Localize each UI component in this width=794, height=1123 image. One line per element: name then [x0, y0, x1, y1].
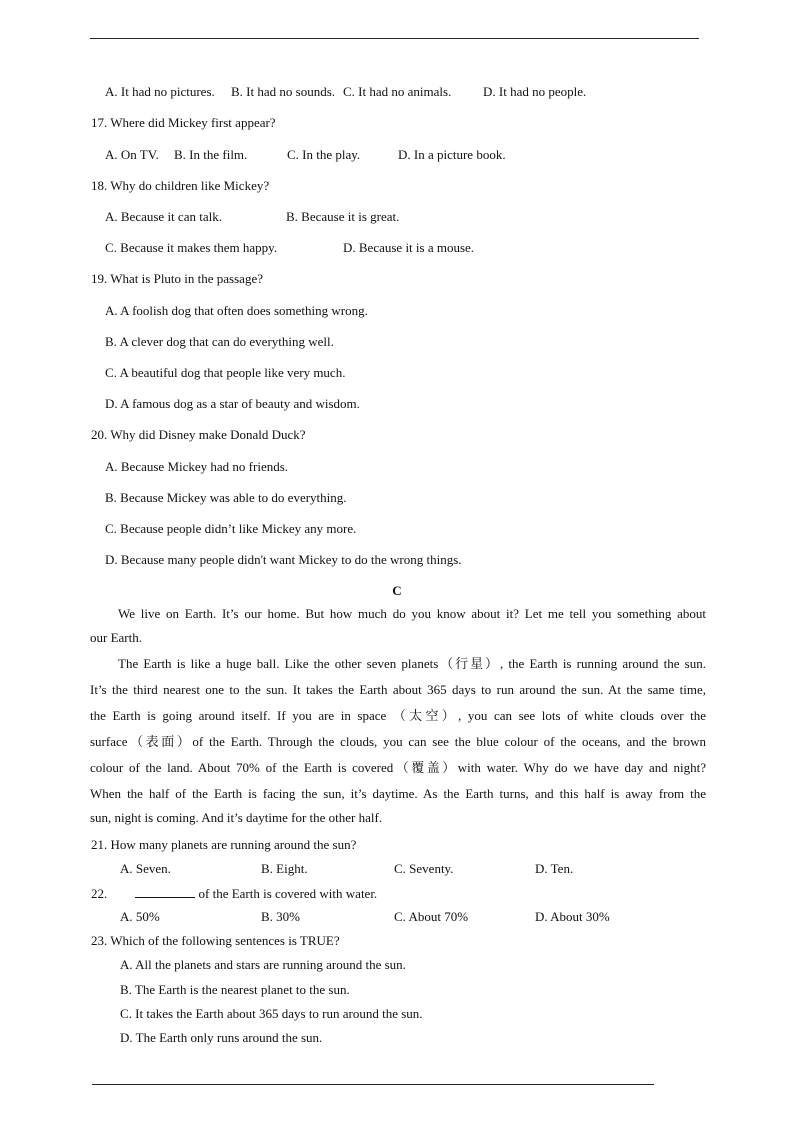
- q19-option-b: B. A clever dog that can do everything well.: [105, 334, 334, 349]
- section-heading: C: [392, 583, 402, 598]
- q22-stem: of the Earth is covered with water.: [198, 886, 378, 901]
- q23-question: 23. Which of the following sentences is TRUE?: [91, 933, 340, 948]
- q18-option-a: A. Because it can talk.: [105, 209, 222, 224]
- q23-option-d: D. The Earth only runs around the sun.: [120, 1030, 323, 1045]
- q16-option-d: D. It had no people.: [483, 84, 587, 99]
- passage-line: colour of the land. About 70% of the Earth is covered（覆盖）with water. Why do we have day and night?: [90, 760, 706, 775]
- q20-option-c: C. Because people didn’t like Mickey any more.: [105, 521, 357, 536]
- q16-option-b: B. It had no sounds.: [231, 84, 335, 99]
- q18-option-b: B. Because it is great.: [286, 209, 400, 224]
- q16-option-c: C. It had no animals.: [343, 84, 452, 99]
- q19-option-c: C. A beautiful dog that people like very much.: [105, 365, 346, 380]
- q23-option-a: A. All the planets and stars are running around the sun.: [120, 957, 406, 972]
- header-rule: [90, 38, 699, 39]
- q17-option-d: D. In a picture book.: [398, 147, 506, 162]
- q20-option-b: B. Because Mickey was able to do everything.: [105, 490, 347, 505]
- q17-option-c: C. In the play.: [287, 147, 361, 162]
- q22-answer-blank[interactable]: [135, 885, 195, 898]
- q22-option-c: C. About 70%: [394, 909, 469, 924]
- q18-option-d: D. Because it is a mouse.: [343, 240, 475, 255]
- q22-option-b: B. 30%: [261, 909, 300, 924]
- q22-number: 22.: [91, 886, 108, 901]
- q21-option-a: A. Seven.: [120, 861, 171, 876]
- q21-option-b: B. Eight.: [261, 861, 308, 876]
- q22-question: [91, 885, 377, 902]
- q17-option-a: A. On TV.: [105, 147, 159, 162]
- passage-line: It’s the third nearest one to the sun. It takes the Earth about 365 days to run around the sun. At the same time,: [90, 682, 706, 697]
- q23-option-b: B. The Earth is the nearest planet to the sun.: [120, 982, 350, 997]
- q18-question: 18. Why do children like Mickey?: [91, 178, 270, 193]
- passage-line: When the half of the Earth is facing the sun, it’s daytime. As the Earth turns, and this half is away from the: [90, 786, 706, 801]
- q20-option-d: D. Because many people didn't want Mickey to do the wrong things.: [105, 552, 462, 567]
- passage-paragraph-1: [90, 602, 706, 650]
- q23-option-c: C. It takes the Earth about 365 days to run around the sun.: [120, 1006, 423, 1021]
- q20-option-a: A. Because Mickey had no friends.: [105, 459, 289, 474]
- q19-question: 19. What is Pluto in the passage?: [91, 271, 263, 286]
- passage-paragraph-2: [90, 651, 706, 829]
- passage-line: our Earth.: [90, 630, 142, 645]
- q19-option-a: A. A foolish dog that often does something wrong.: [105, 303, 368, 318]
- passage-line: surface（表面）of the Earth. Through the clouds, you can see the blue colour of the oceans, and the brown: [90, 734, 706, 749]
- q21-option-c: C. Seventy.: [394, 861, 454, 876]
- q21-option-d: D. Ten.: [535, 861, 574, 876]
- passage-line: sun, night is coming. And it’s daytime for the other half.: [90, 810, 383, 825]
- passage-line: We live on Earth. It’s our home. But how much do you know about it? Let me tell you something about: [118, 606, 706, 621]
- q22-option-a: A. 50%: [120, 909, 160, 924]
- q17-question: 17. Where did Mickey first appear?: [91, 115, 276, 130]
- q17-option-b: B. In the film.: [174, 147, 248, 162]
- q22-option-d: D. About 30%: [535, 909, 610, 924]
- q18-option-c: C. Because it makes them happy.: [105, 240, 278, 255]
- q20-question: 20. Why did Disney make Donald Duck?: [91, 427, 306, 442]
- footer-rule: [92, 1084, 654, 1085]
- q19-option-d: D. A famous dog as a star of beauty and wisdom.: [105, 396, 360, 411]
- q21-question: 21. How many planets are running around the sun?: [91, 837, 357, 852]
- q16-option-a: A. It had no pictures.: [105, 84, 215, 99]
- passage-line: The Earth is like a huge ball. Like the other seven planets（行星）, the Earth is running around the sun.: [118, 656, 706, 671]
- passage-line: the Earth is going around itself. If you are in space （太空）, you can see lots of white clouds over the: [90, 708, 706, 723]
